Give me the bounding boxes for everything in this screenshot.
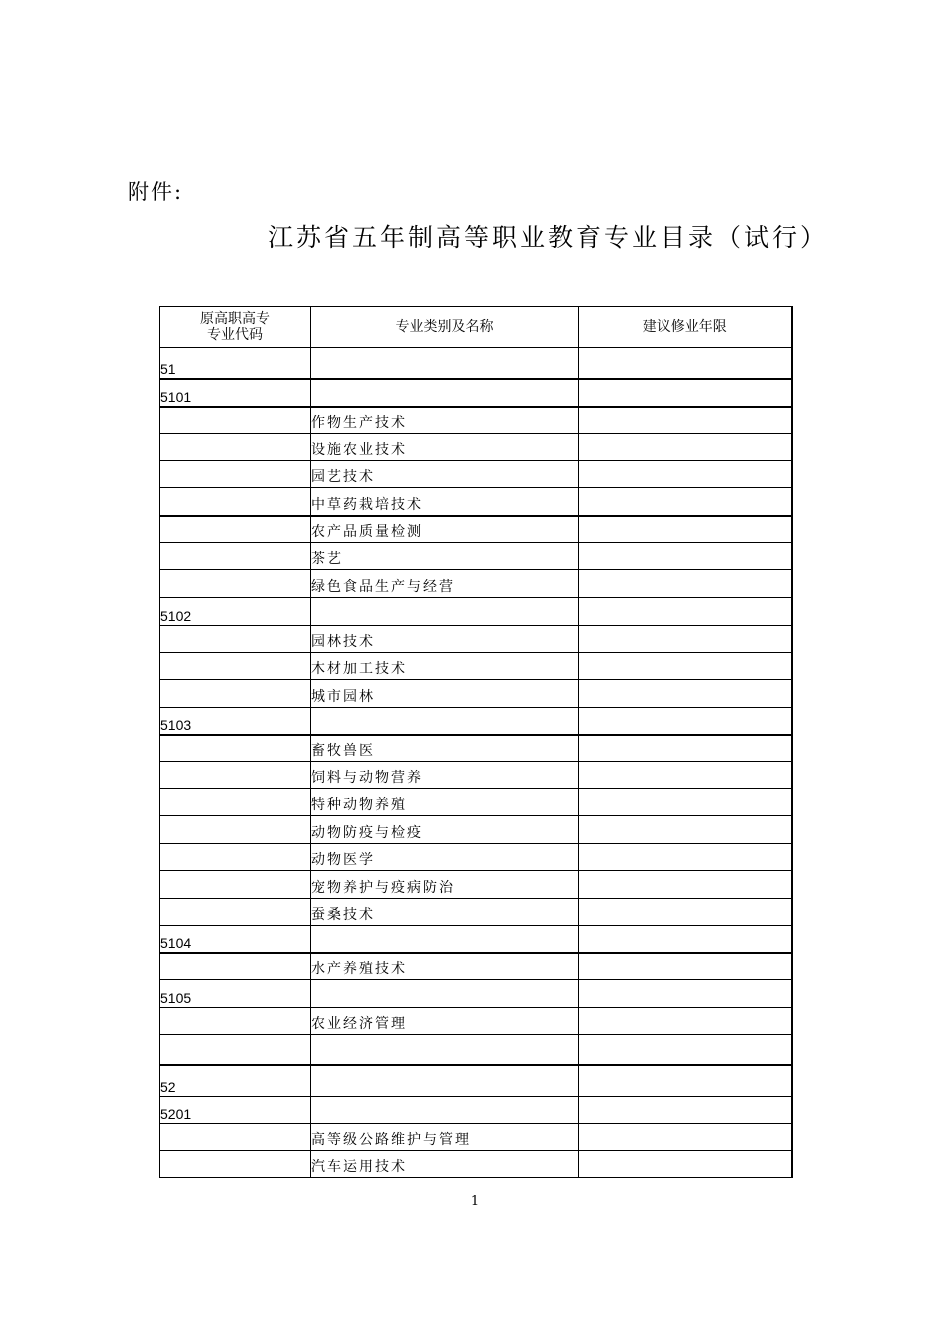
row-years [579, 379, 792, 407]
header-code [160, 307, 311, 348]
row-name: 蚕桑技术 [311, 899, 579, 926]
row-code [160, 543, 311, 570]
row-name: 水产养殖技术 [311, 953, 579, 980]
row-name: 园林技术 [311, 626, 579, 653]
row-years [579, 1065, 792, 1097]
row-years [579, 488, 792, 516]
table-row [160, 980, 792, 1008]
row-name: 特种动物养殖 [311, 789, 579, 816]
header-name: 专业类别及名称 [311, 307, 579, 348]
document-title: 江苏省五年制高等职业教育专业目录（试行） [268, 223, 829, 252]
row-name [311, 708, 579, 735]
row-code [160, 653, 311, 680]
row-code [160, 570, 311, 598]
table-row [160, 926, 792, 953]
row-code [160, 953, 311, 980]
attachment-label: 附件: [128, 180, 184, 204]
row-code: 5102 [160, 598, 311, 626]
row-code [160, 461, 311, 488]
row-code [160, 1151, 311, 1178]
row-code: 52 [160, 1065, 311, 1097]
row-years [579, 348, 792, 379]
row-name: 畜牧兽医 [311, 735, 579, 762]
row-name: 动物防疫与检疫 [311, 816, 579, 844]
table-header-row [160, 307, 792, 348]
row-years [579, 708, 792, 735]
row-years [579, 1035, 792, 1065]
row-years [579, 789, 792, 816]
row-code [160, 680, 311, 708]
table-row [160, 680, 792, 708]
row-years [579, 626, 792, 653]
table-row [160, 488, 792, 516]
table-row [160, 708, 792, 735]
table-row [160, 1124, 792, 1151]
row-code [160, 816, 311, 844]
row-name: 茶艺 [311, 543, 579, 570]
row-name [311, 1035, 579, 1065]
row-years [579, 407, 792, 434]
row-name: 城市园林 [311, 680, 579, 708]
row-name: 农业经济管理 [311, 1008, 579, 1035]
row-code [160, 516, 311, 543]
table-row [160, 899, 792, 926]
row-code: 5201 [160, 1097, 311, 1124]
row-code [160, 789, 311, 816]
table-row [160, 1097, 792, 1124]
row-years [579, 1008, 792, 1035]
row-name [311, 1097, 579, 1124]
table-row [160, 598, 792, 626]
row-years [579, 762, 792, 789]
row-code [160, 1124, 311, 1151]
table-row [160, 762, 792, 789]
table-row [160, 516, 792, 543]
row-name: 木材加工技术 [311, 653, 579, 680]
row-code [160, 844, 311, 871]
row-years [579, 516, 792, 543]
table-row [160, 570, 792, 598]
row-years [579, 598, 792, 626]
row-years [579, 926, 792, 953]
row-name [311, 379, 579, 407]
table-row [160, 379, 792, 407]
table-row [160, 735, 792, 762]
row-years [579, 980, 792, 1008]
table-row [160, 407, 792, 434]
table-row [160, 626, 792, 653]
table-row [160, 871, 792, 899]
row-name [311, 980, 579, 1008]
row-name: 饲料与动物营养 [311, 762, 579, 789]
row-code [160, 488, 311, 516]
row-code: 51 [160, 348, 311, 379]
header-code-line1: 原高职高专 [200, 311, 270, 327]
row-code [160, 434, 311, 461]
row-name: 宠物养护与疫病防治 [311, 871, 579, 899]
row-years [579, 543, 792, 570]
row-years [579, 434, 792, 461]
table-row [160, 348, 792, 379]
row-years [579, 871, 792, 899]
row-name: 园艺技术 [311, 461, 579, 488]
row-code [160, 871, 311, 899]
row-name: 动物医学 [311, 844, 579, 871]
row-code: 5105 [160, 980, 311, 1008]
table-row [160, 844, 792, 871]
row-name [311, 598, 579, 626]
row-name [311, 348, 579, 379]
row-code [160, 735, 311, 762]
table-row [160, 461, 792, 488]
row-code: 5103 [160, 708, 311, 735]
table-row [160, 1035, 792, 1065]
row-code [160, 407, 311, 434]
row-name [311, 1065, 579, 1097]
table-row [160, 1065, 792, 1097]
row-years [579, 899, 792, 926]
row-name: 汽车运用技术 [311, 1151, 579, 1178]
page-number: 1 [470, 1194, 480, 1209]
row-name: 绿色食品生产与经营 [311, 570, 579, 598]
row-years [579, 735, 792, 762]
header-years: 建议修业年限 [579, 307, 792, 348]
row-years [579, 1097, 792, 1124]
table-row [160, 653, 792, 680]
row-years [579, 680, 792, 708]
row-name: 农产品质量检测 [311, 516, 579, 543]
table-row [160, 1151, 792, 1178]
row-name: 设施农业技术 [311, 434, 579, 461]
row-code [160, 1035, 311, 1065]
row-code [160, 899, 311, 926]
row-years [579, 816, 792, 844]
row-years [579, 953, 792, 980]
row-years [579, 1151, 792, 1178]
table-row [160, 434, 792, 461]
row-years [579, 1124, 792, 1151]
row-name: 高等级公路维护与管理 [311, 1124, 579, 1151]
row-code: 5104 [160, 926, 311, 953]
major-catalog-table [159, 306, 793, 1178]
row-code [160, 626, 311, 653]
table-row [160, 1008, 792, 1035]
row-code: 5101 [160, 379, 311, 407]
row-name [311, 926, 579, 953]
table-row [160, 816, 792, 844]
row-name: 中草药栽培技术 [311, 488, 579, 516]
row-years [579, 844, 792, 871]
row-code [160, 762, 311, 789]
table-row [160, 543, 792, 570]
header-code-line2: 专业代码 [207, 327, 263, 343]
row-code [160, 1008, 311, 1035]
row-years [579, 461, 792, 488]
table-row [160, 789, 792, 816]
row-years [579, 570, 792, 598]
row-years [579, 653, 792, 680]
table-row [160, 953, 792, 980]
row-name: 作物生产技术 [311, 407, 579, 434]
